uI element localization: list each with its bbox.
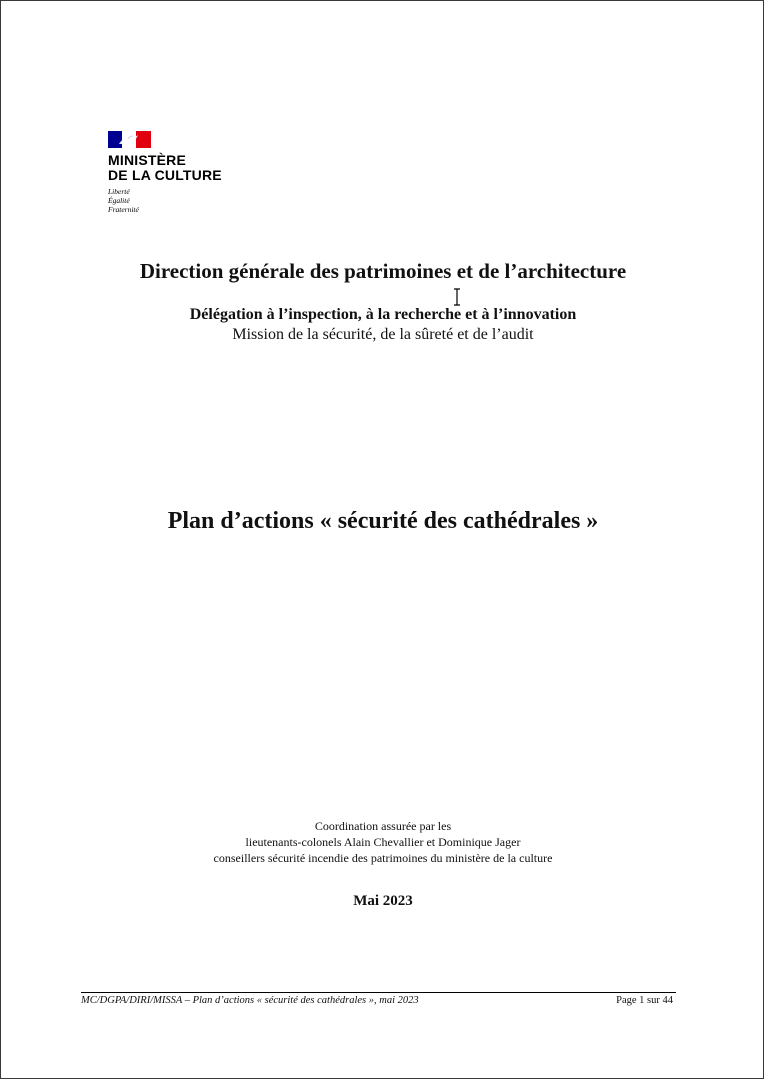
marianne-icon (116, 133, 142, 146)
text-cursor-icon (452, 288, 462, 306)
page-number: Page 1 sur 44 (616, 995, 673, 1006)
motto-fraternite: Fraternité (108, 205, 139, 214)
delegation-heading: Délégation à l’inspection, à la recherche et à l’innovation (189, 306, 577, 323)
document-date: Mai 2023 (353, 893, 413, 909)
mission-heading: Mission de la sécurité, de la sûreté et de l’audit (232, 326, 534, 343)
coordination-line2: lieutenants-colonels Alain Chevallier et Dominique Jager (245, 835, 521, 849)
french-flag-emblem (108, 131, 151, 148)
direction-heading: Direction générale des patrimoines et de l’architecture (139, 259, 627, 283)
coordination-block (1, 818, 764, 866)
footer-divider (81, 992, 676, 993)
coordination-line1: Coordination assurée par les (314, 819, 452, 833)
footer-reference: MC/DGPA/DIRI/MISSA – Plan d’actions « sécurité des cathédrales », mai 2023 (81, 995, 419, 1006)
ministry-name (108, 153, 248, 183)
motto-liberte: Liberté (108, 187, 130, 196)
ministry-name-line2: DE LA CULTURE (108, 167, 222, 183)
ministry-logo (108, 131, 248, 214)
coordination-line3: conseillers sécurité incendie des patrimoines du ministère de la culture (213, 851, 553, 865)
motto-egalite: Égalité (108, 196, 130, 205)
document-title: Plan d’actions « sécurité des cathédrales » (167, 508, 599, 534)
ministry-name-line1: MINISTÈRE (108, 152, 187, 168)
republic-motto (108, 187, 248, 214)
